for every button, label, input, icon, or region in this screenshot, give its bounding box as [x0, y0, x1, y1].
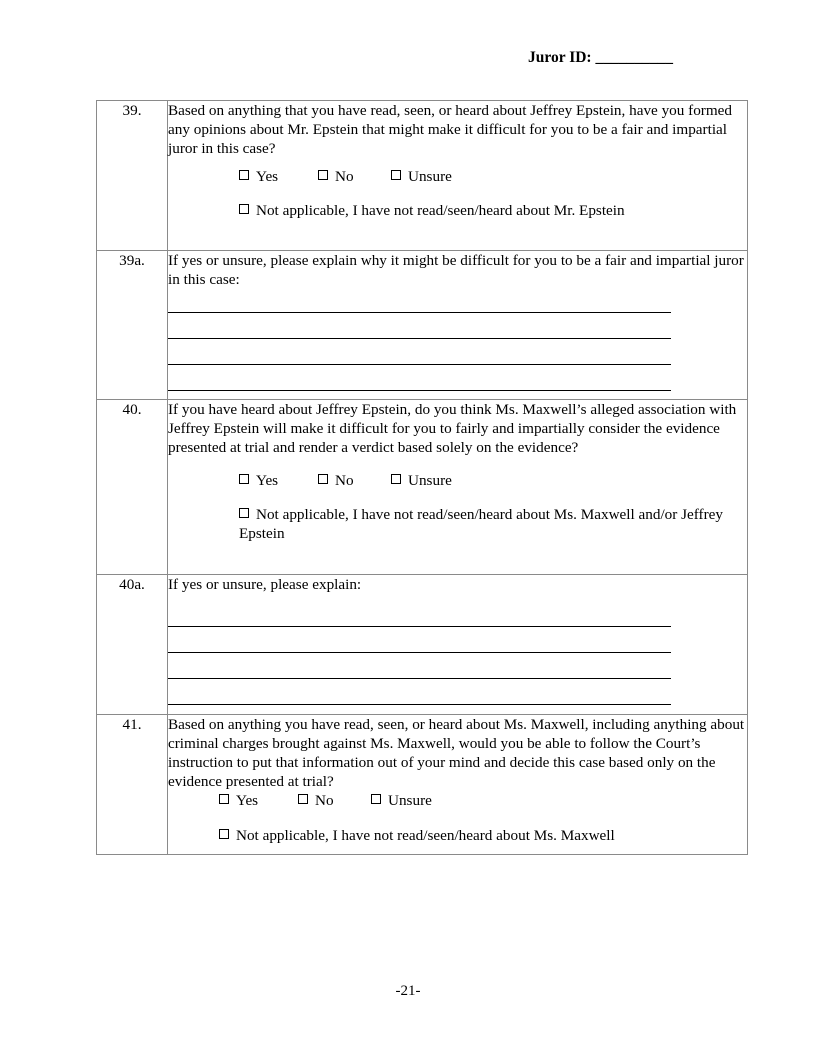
- option-not-applicable[interactable]: Not applicable, I have not read/seen/heard about Ms. Maxwell: [168, 826, 747, 845]
- answer-lines: [168, 601, 747, 705]
- question-text: If you have heard about Jeffrey Epstein, do you think Ms. Maxwell’s alleged association with Jeffrey Epstein will make it difficult for you to fairly and impartially consider the evidence presented at trial and render a verdict based solely on the evidence?: [168, 401, 737, 456]
- question-text: If yes or unsure, please explain:: [168, 576, 362, 593]
- question-number: 39.: [97, 101, 168, 251]
- question-content: [168, 251, 748, 400]
- question-row-40a: [97, 575, 748, 715]
- question-text: Based on anything you have read, seen, or heard about Ms. Maxwell, including anything about criminal charges brought against Ms. Maxwell, would you be able to follow the Court’s instruction to put that information out of your mind and decide this case based only on the evidence presented at trial?: [168, 716, 745, 790]
- checkbox-icon[interactable]: [298, 794, 308, 804]
- question-number: 39a.: [97, 251, 168, 400]
- answer-lines: [168, 287, 747, 391]
- checkbox-icon[interactable]: [239, 170, 249, 180]
- option-yes[interactable]: Yes: [239, 167, 318, 186]
- answer-options: [168, 167, 747, 186]
- question-number: 40a.: [97, 575, 168, 715]
- option-not-applicable[interactable]: Not applicable, I have not read/seen/heard about Ms. Maxwell and/or Jeffrey Epstein: [239, 506, 723, 542]
- checkbox-icon[interactable]: [318, 474, 328, 484]
- question-text: If yes or unsure, please explain why it might be difficult for you to be a fair and impartial juror in this case:: [168, 252, 744, 288]
- question-content: [168, 400, 748, 575]
- option-no[interactable]: No: [318, 167, 391, 186]
- question-row-39: [97, 101, 748, 251]
- option-yes[interactable]: Yes: [219, 791, 298, 810]
- page-number: -21-: [395, 983, 421, 999]
- option-unsure[interactable]: Unsure: [391, 167, 452, 186]
- question-content: [168, 575, 748, 715]
- answer-line[interactable]: [168, 313, 671, 339]
- option-unsure[interactable]: Unsure: [371, 791, 432, 810]
- checkbox-icon[interactable]: [219, 794, 229, 804]
- checkbox-icon[interactable]: [391, 474, 401, 484]
- checkbox-icon[interactable]: [318, 170, 328, 180]
- answer-line[interactable]: [168, 601, 671, 627]
- question-row-40: [97, 400, 748, 575]
- answer-options: [168, 791, 747, 810]
- answer-line[interactable]: [168, 287, 671, 313]
- question-row-41: [97, 715, 748, 855]
- juror-id-label: Juror ID: __________: [528, 49, 673, 66]
- option-unsure[interactable]: Unsure: [391, 471, 452, 490]
- checkbox-icon[interactable]: [239, 508, 249, 518]
- question-content: [168, 715, 748, 855]
- checkbox-icon[interactable]: [219, 829, 229, 839]
- checkbox-icon[interactable]: [239, 474, 249, 484]
- checkbox-icon[interactable]: [239, 204, 249, 214]
- answer-line[interactable]: [168, 627, 671, 653]
- questionnaire-table: [96, 100, 748, 855]
- answer-line[interactable]: [168, 339, 671, 365]
- question-content: [168, 101, 748, 251]
- question-row-39a: [97, 251, 748, 400]
- answer-line[interactable]: [168, 679, 671, 705]
- question-number: 41.: [97, 715, 168, 855]
- checkbox-icon[interactable]: [391, 170, 401, 180]
- checkbox-icon[interactable]: [371, 794, 381, 804]
- option-yes[interactable]: Yes: [239, 471, 318, 490]
- option-not-applicable[interactable]: Not applicable, I have not read/seen/heard about Mr. Epstein: [168, 201, 747, 220]
- question-number: 40.: [97, 400, 168, 575]
- option-no[interactable]: No: [298, 791, 371, 810]
- answer-options: [168, 471, 747, 490]
- question-text: Based on anything that you have read, seen, or heard about Jeffrey Epstein, have you formed any opinions about Mr. Epstein that might make it difficult for you to be a fair and impartial juror in this case?: [168, 102, 733, 157]
- answer-line[interactable]: [168, 653, 671, 679]
- answer-line[interactable]: [168, 365, 671, 391]
- option-no[interactable]: No: [318, 471, 391, 490]
